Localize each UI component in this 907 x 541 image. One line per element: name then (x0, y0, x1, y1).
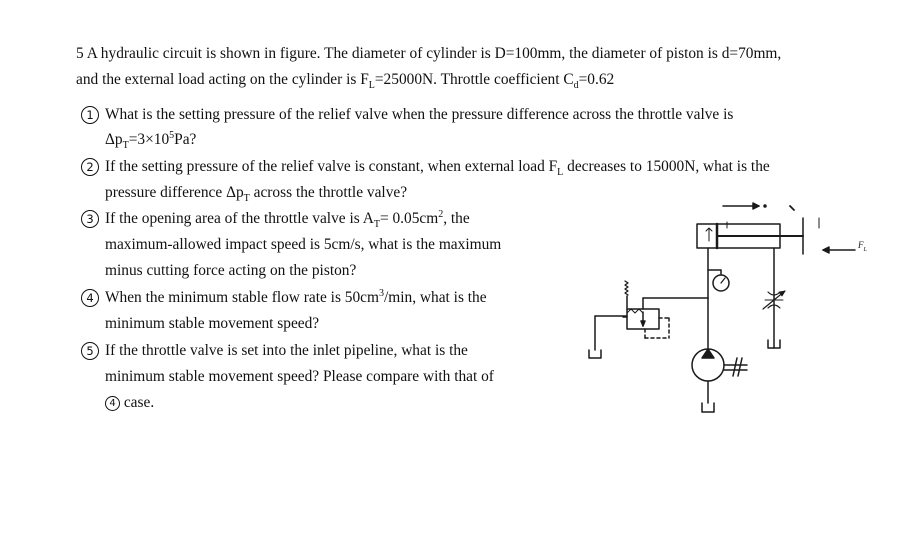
q4-sup: 3 (378, 287, 384, 299)
q3-text-2: maximum-allowed impact speed is 5cm/s, what is the maximum (105, 236, 502, 253)
question-4-reference: 4 (105, 396, 120, 411)
q4-text-b: /min, what is the (383, 289, 487, 306)
relief-valve (595, 281, 669, 350)
question-4-line-1 (105, 288, 487, 308)
pressure-gauge (708, 270, 729, 291)
hydraulic-cylinder (697, 218, 803, 254)
q3-text-b: = 0.05cm (379, 210, 439, 227)
q5-text-2: minimum stable movement speed? Please compare with that of (105, 368, 494, 385)
load-subscript: L (368, 80, 375, 92)
q1-dp: Δp (105, 131, 123, 148)
question-5-line-3 (105, 393, 154, 413)
question-3-line-1 (105, 209, 470, 229)
intro-text-2b: =25000N. Throttle coefficient C (374, 71, 574, 88)
throttle-valve (763, 248, 785, 348)
tank-return-left (589, 350, 601, 358)
q3-sub: T (373, 219, 380, 231)
hydraulic-pump (692, 349, 747, 403)
question-2-line-2 (105, 183, 407, 203)
q2-sub-2: T (243, 193, 250, 205)
q2-text-a: If the setting pressure of the relief valve is constant, when external load F (105, 158, 558, 175)
question-3-marker: 3 (81, 210, 99, 228)
question-4-line-2 (105, 314, 319, 334)
intro-line-1 (76, 44, 781, 64)
q2-sub: L (557, 167, 564, 179)
q2-text-c: pressure difference Δp (105, 184, 244, 201)
intro-line-2 (76, 70, 614, 90)
question-3-line-3 (105, 261, 356, 281)
q2-text-b: decreases to 15000N, what is the (563, 158, 770, 175)
q1-unit: Pa? (174, 131, 197, 148)
load-arrow (823, 240, 868, 253)
coef-subscript: d (573, 80, 579, 92)
q3-sup: 2 (438, 208, 444, 220)
question-1-line-1 (105, 105, 733, 125)
question-2-line-1 (105, 157, 770, 177)
question-4-marker: 4 (81, 289, 99, 307)
hydraulic-circuit-diagram (575, 188, 875, 420)
intro-text-2a: and the external load acting on the cylinder is F (76, 71, 369, 88)
tank-pump (702, 403, 714, 412)
q1-value: =3×10 (128, 131, 170, 148)
q3-text-a: If the opening area of the throttle valve is A (105, 210, 374, 227)
question-1-line-2 (105, 130, 196, 150)
pressure-line (643, 248, 708, 349)
intro-text-2c: =0.62 (578, 71, 615, 88)
q5-text-1: If the throttle valve is set into the inlet pipeline, what is the (105, 342, 468, 359)
question-5-marker: 5 (81, 342, 99, 360)
load-label: $F_L$ (858, 240, 867, 253)
q4-text-2: minimum stable movement speed? (105, 315, 320, 332)
question-5-line-2 (105, 367, 494, 387)
q3-text-3: minus cutting force acting on the piston? (105, 262, 357, 279)
q2-text-d: across the throttle valve? (249, 184, 408, 201)
question-2-marker: 2 (81, 158, 99, 176)
question-1-text: What is the setting pressure of the relief valve when the pressure difference across the throttle valve is (105, 106, 734, 123)
question-5-line-1 (105, 341, 468, 361)
q4-text-a: When the minimum stable flow rate is 50cm (105, 289, 379, 306)
question-1-marker: 1 (81, 106, 99, 124)
intro-text-1: 5 A hydraulic circuit is shown in figure. The diameter of cylinder is D=100mm, the diameter of piston is d=70mm, (76, 45, 782, 62)
q1-sub: T (122, 140, 129, 152)
question-3-line-2 (105, 235, 501, 255)
q3-text-c: , the (443, 210, 470, 227)
q1-sup: 5 (169, 129, 175, 141)
q5-text-3: case. (120, 394, 155, 411)
